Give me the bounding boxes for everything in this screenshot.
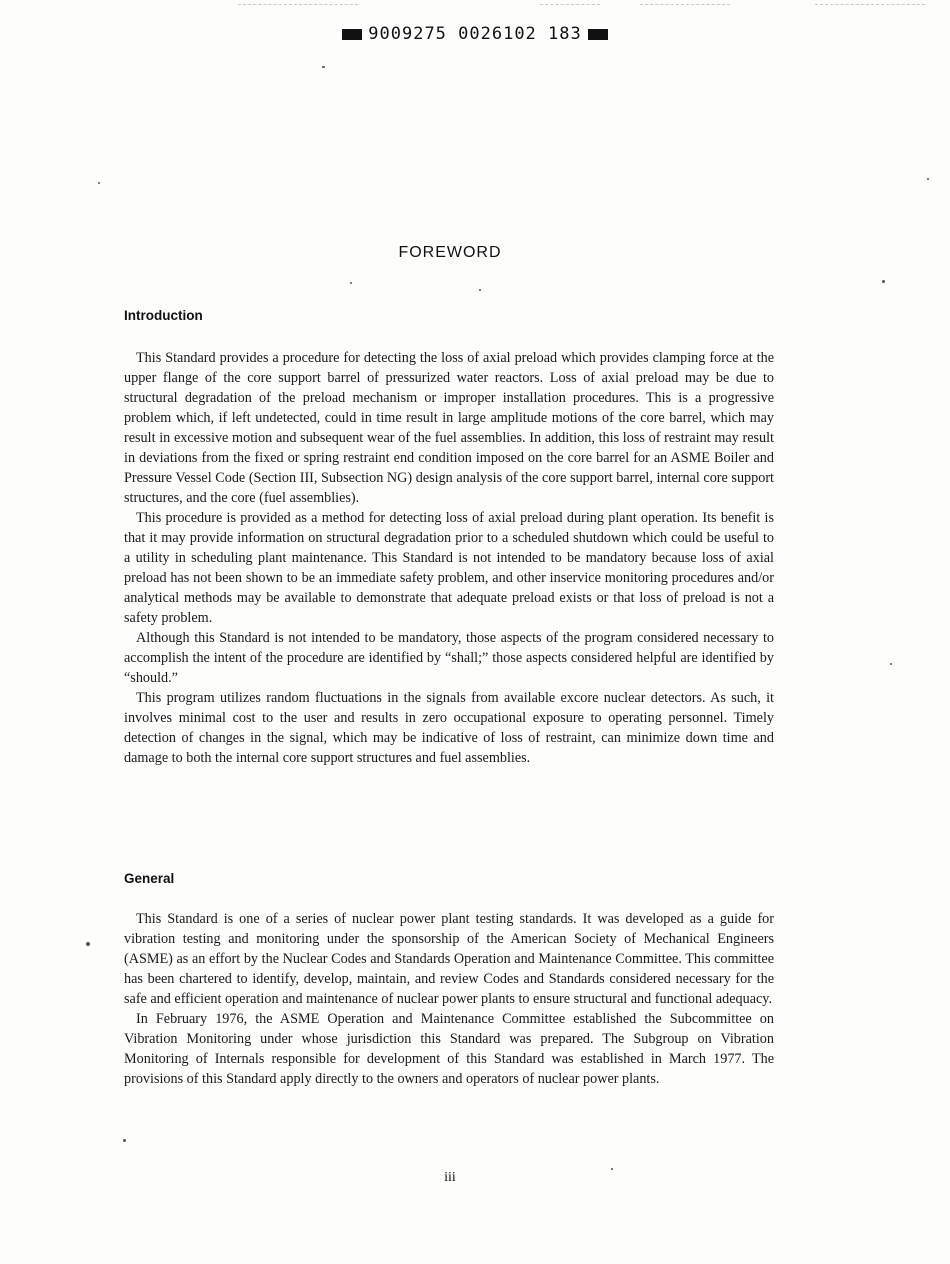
scan-artifact (238, 4, 358, 7)
paragraph: In February 1976, the ASME Operation and Maintenance Committee established the Subcommittee on Vibration Monitoring under whose jurisdiction this Standard was prepared. The Subgroup on Vibration Monitoring of Internals responsible for development of this Standard was established in March 1977. The provisions of this Standard apply directly to the owners and operators of nuclear power plants. (124, 1011, 774, 1087)
scan-speck (890, 663, 892, 665)
paragraph: This Standard provides a procedure for detecting the loss of axial preload which provides clamping force at the upper flange of the core support barrel of pressurized water reactors. Loss of axial preload may be due to structural degradation of the preload mechanism or improper installation procedures. This is a progressive problem which, if left undetected, could in time result in large amplitude motions of the core barrel, which may result in excessive motion and subsequent wear of the fuel assemblies. In addition, this loss of restraint may result in deviations from the fixed or spring restraint end condition imposed on the core barrel for an ASME Boiler and Pressure Vessel Code (Section III, Subsection NG) design analysis of the core support barrel, internal core support structures, and the core (fuel assemblies). (124, 350, 774, 506)
paragraph: Although this Standard is not intended to be mandatory, those aspects of the program considered necessary to accomplish the intent of the procedure are identified by “shall;” those aspects considered helpful are identified by “should.” (124, 630, 774, 686)
document-code: 9009275 0026102 183 (368, 24, 582, 44)
page-title: FOREWORD (398, 244, 502, 261)
barcode-block-right (588, 29, 608, 40)
scan-speck (882, 280, 885, 283)
section-general-body (124, 909, 774, 1089)
paragraph: This program utilizes random fluctuations in the signals from available excore nuclear detectors. As such, it involves minimal cost to the user and results in zero occupational exposure to operating personnel. Timely detection of changes in the signal, which may be indicative of loss of restraint, can minimize down time and damage to both the internal core support structures and fuel assemblies. (124, 690, 774, 766)
scan-artifact (815, 4, 925, 7)
scan-speck (350, 282, 352, 284)
scan-speck (98, 182, 100, 184)
paragraph: This Standard is one of a series of nuclear power plant testing standards. It was developed as a guide for vibration testing and monitoring under the sponsorship of the American Society of Mechanical Engineers (ASME) as an effort by the Nuclear Codes and Standards Operation and Maintenance Committee. This committee has been chartered to identify, develop, maintain, and review Codes and Standards considered necessary for the safe and efficient operation and maintenance of nuclear power plants to ensure structural and functional adequacy. (124, 911, 774, 1007)
paragraph: This procedure is provided as a method for detecting loss of axial preload during plant operation. Its benefit is that it may provide information on structural degradation prior to a scheduled shutdown which could be useful to a utility in scheduling plant maintenance. This Standard is not intended to be mandatory because loss of axial preload has not been shown to be an immediate safety problem, and other inservice monitoring procedures and/or analytical methods may be available to demonstrate that adequate preload exists or that loss of preload is not a safety problem. (124, 510, 774, 626)
scan-speck (86, 942, 90, 946)
section-heading-introduction: Introduction (124, 308, 203, 323)
document-code-strip (0, 24, 950, 44)
section-heading-general: General (124, 871, 175, 886)
scan-speck (479, 289, 481, 291)
barcode-block-left (342, 29, 362, 40)
page-number: iii (444, 1170, 456, 1185)
scan-speck (927, 178, 929, 180)
section-introduction-body (124, 348, 774, 768)
scan-speck (123, 1139, 126, 1142)
scan-speck (322, 66, 325, 68)
scan-artifact (640, 4, 730, 7)
scan-artifact (540, 4, 600, 7)
